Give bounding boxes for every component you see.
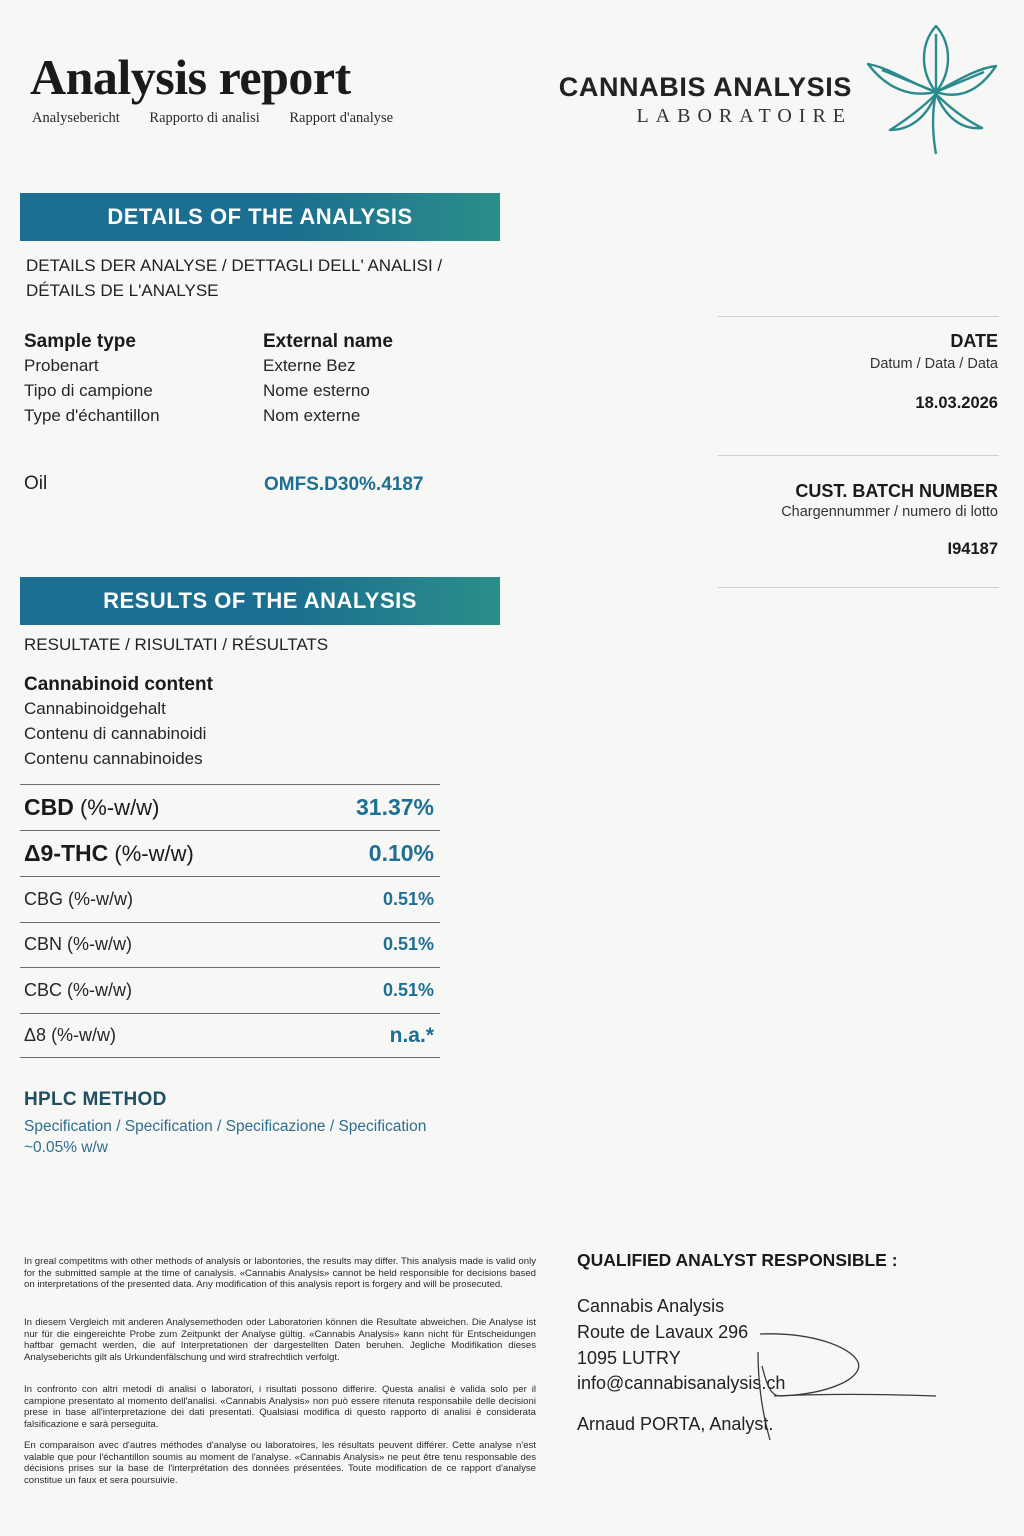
- cannabinoid-label: CBN (%-w/w): [24, 934, 133, 955]
- cannabinoid-value: 31.37%: [355, 794, 434, 820]
- sample-type-heading: Sample type: [24, 331, 136, 352]
- batch-title: CUST. BATCH NUMBER: [795, 481, 998, 501]
- cannabinoid-label: CBC (%-w/w): [24, 979, 133, 1000]
- cannabinoid-fr: Contenu cannabinoides: [24, 749, 203, 768]
- analyst-city: 1095 LUTRY: [577, 1347, 681, 1368]
- report-title: Analysis report: [30, 49, 351, 105]
- sample-type-value: Oil: [24, 473, 48, 494]
- table-row: [20, 967, 440, 1013]
- cannabinoid-block: [24, 674, 213, 771]
- cannabinoid-label: Δ9-THC (%-w/w): [24, 840, 194, 866]
- sample-type-fr: Type d'échantillon: [24, 406, 160, 425]
- brand-name: CANNABIS ANALYSIS: [558, 72, 852, 102]
- external-name-it: Nome esterno: [263, 381, 370, 400]
- method-spec-block: [24, 1116, 426, 1158]
- analyst-email[interactable]: info@cannabisanalysis.ch: [577, 1373, 786, 1394]
- cannabinoid-label: Δ8 (%-w/w): [24, 1025, 117, 1046]
- cannabinoid-value: 0.10%: [368, 840, 434, 866]
- table-row: [20, 876, 440, 922]
- external-name-de: Externe Bez: [263, 356, 356, 375]
- external-name-heading: External name: [263, 331, 393, 352]
- method-limit: ~0.05% w/w: [24, 1139, 109, 1156]
- cannabinoid-value: 0.51%: [382, 888, 434, 909]
- disclaimer-de: In diesem Vergleich mit anderen Analysemethoden oder Laboratorien können die Resultate abweichen. Die Analyse ist nur für die eingereichte Probe zum Zeitpunkt der Analyse gültig. «Cannabis Analysis» kann nicht für Entscheidungen haftbar gemacht werden, die auf Interpretationen der dargestellten Daten beruhen. Jegliche Modifikation dieses Analyseberichts gilt als Urkundenfälschung und wird strafrechtlich verfolgt.: [24, 1317, 536, 1363]
- batch-subtitle: Chargennummer / numero di lotto: [781, 504, 998, 520]
- analyst-company: Cannabis Analysis: [577, 1296, 725, 1316]
- results-translations: RESULTATE / RISULTATI / RÉSULTATS: [24, 635, 329, 654]
- cannabinoid-value: 0.51%: [382, 979, 434, 1000]
- analyst-name: Arnaud PORTA, Analyst.: [577, 1414, 774, 1434]
- cannabinoid-it: Contenu di cannabinoidi: [24, 724, 207, 743]
- analyst-street: Route de Lavaux 296: [577, 1321, 749, 1342]
- method-spec: Specification / Specification / Specificazione / Specification: [24, 1118, 427, 1135]
- divider: [718, 587, 999, 588]
- date-block: [870, 331, 998, 413]
- method-title: HPLC METHOD: [24, 1089, 167, 1110]
- disclaimer-it: In confronto con altri metodi di analisi o laboratori, i risultati possono differire. Questa analisi è valida solo per il campione presentato al momento dell'analisi. «Cannabis Analysis» non può essere ritenuta responsabile delle decisioni prese in base all'interpretazione dei dati presentati. Qualsiasi modifica di questo rapporto di analisi è considerata falsificazione e sarà perseguita.: [24, 1384, 536, 1430]
- sample-type-block: [24, 331, 160, 428]
- subtitle-fr: Rapport d'analyse: [289, 110, 394, 126]
- cannabinoid-label: CBG (%-w/w): [24, 888, 134, 909]
- analyst-title: QUALIFIED ANALYST RESPONSIBLE :: [577, 1250, 898, 1270]
- cannabinoid-value: 0.51%: [382, 934, 434, 955]
- cannabis-leaf-icon: [862, 22, 998, 156]
- external-name-block: [263, 331, 393, 428]
- details-banner: DETAILS OF THE ANALYSIS: [20, 193, 500, 241]
- cannabinoid-value: n.a.*: [389, 1023, 434, 1047]
- date-subtitle: Datum / Data / Data: [869, 356, 998, 372]
- cannabinoid-heading: Cannabinoid content: [24, 674, 213, 695]
- table-row: [20, 830, 440, 876]
- report-subtitles: [32, 110, 419, 127]
- cannabinoid-label: CBD (%-w/w): [24, 794, 160, 820]
- disclaimer-fr: En comparaison avec d'autres méthodes d'analyse ou laboratoires, les résultats peuvent différer. Cette analyse n'est valable que pour l'échantillon soumis au moment de l'analyse. «Cannabis Analysis» ne peut être tenu responsable des décisions prises sur la base de l'interprétation des données présentées. Toute modification de ce rapport d'analyse constitue un faux et sera poursuivie.: [24, 1440, 536, 1486]
- date-value: 18.03.2026: [915, 394, 998, 412]
- cannabinoid-de: Cannabinoidgehalt: [24, 699, 166, 718]
- sample-type-it: Tipo di campione: [24, 381, 153, 400]
- table-row: [20, 1013, 440, 1059]
- external-name-fr: Nom externe: [263, 406, 361, 425]
- results-banner: RESULTS OF THE ANALYSIS: [20, 577, 500, 625]
- details-translations: DETAILS DER ANALYSE / DETTAGLI DELL' ANALISI / DÉTAILS DE L'ANALYSE: [26, 256, 443, 300]
- batch-block: [781, 481, 998, 559]
- results-table: [20, 784, 440, 1058]
- external-name-value: OMFS.D30%.4187: [264, 474, 424, 495]
- batch-value: I94187: [947, 540, 998, 558]
- disclaimer-en: In greal competitms with other methods of analysis or labontories, the results may differ. This analysis made is valid only for the submitted sample at the time of canalysis. «Cannabis Analysis» cannot be held responsible for decisions based on interpretations of the presented data. Any modification of this analysis report is forgery and will be prosecuted.: [24, 1256, 536, 1291]
- signature: [700, 1322, 940, 1442]
- subtitle-de: Analysebericht: [32, 110, 120, 126]
- divider: [718, 316, 999, 317]
- brand-subtitle: LABORATOIRE: [636, 105, 852, 127]
- lab-brand: [559, 72, 852, 128]
- table-row: [20, 922, 440, 968]
- sample-type-de: Probenart: [24, 356, 99, 375]
- table-row: [20, 784, 440, 830]
- date-title: DATE: [950, 331, 998, 351]
- subtitle-it: Rapporto di analisi: [149, 110, 260, 126]
- divider: [718, 455, 999, 456]
